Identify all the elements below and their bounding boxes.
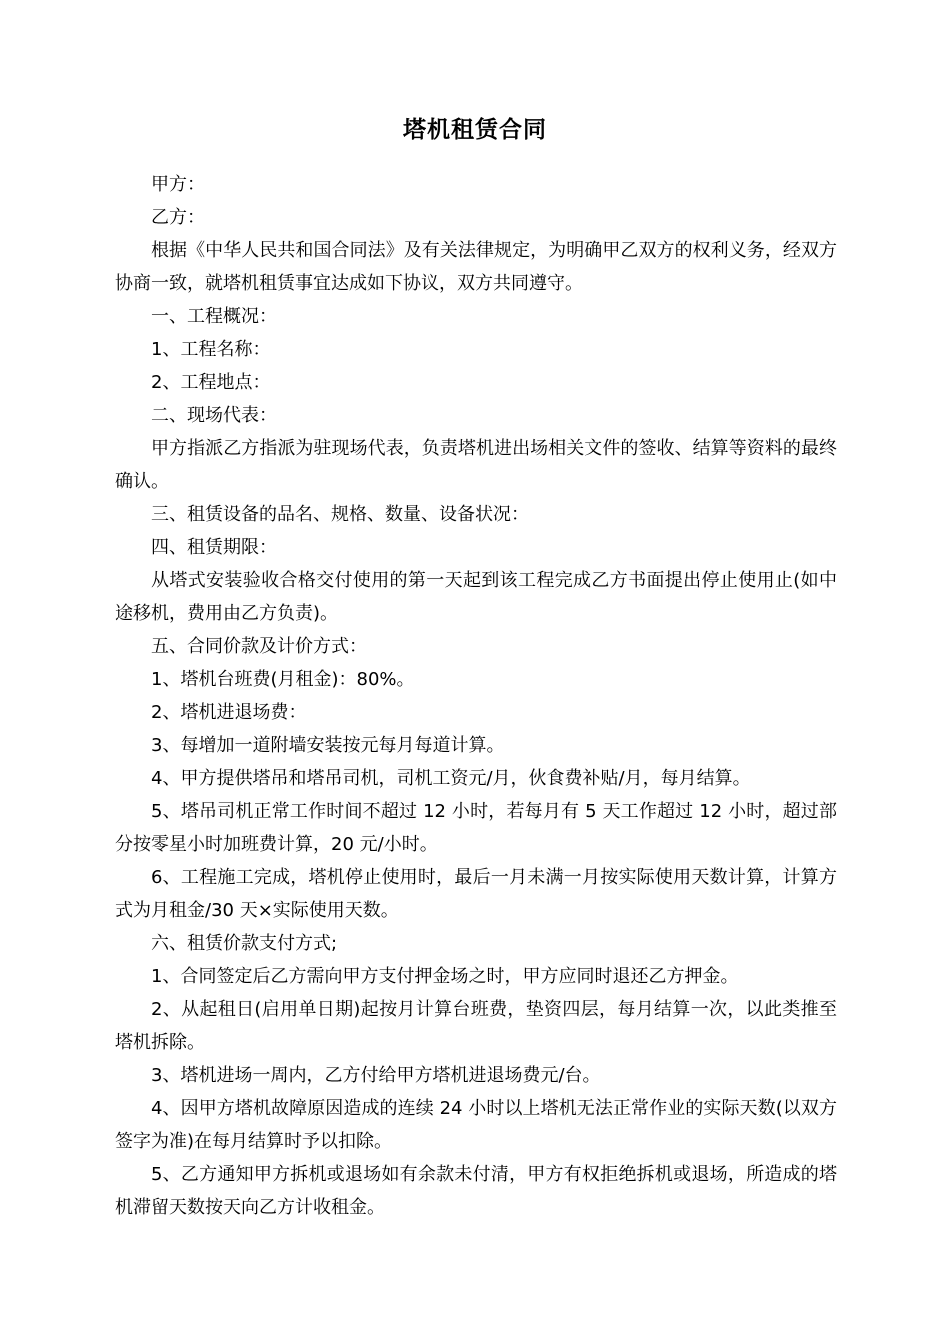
section-heading-equipment: 三、租赁设备的品名、规格、数量、设备状况： <box>151 504 529 525</box>
section-heading-lease-term: 四、租赁期限： <box>151 537 277 558</box>
paragraph-project-location: 2、工程地点： <box>151 372 271 393</box>
paragraph-pricing-4: 4、甲方提供塔吊和塔吊司机，司机工资元/月，伙食费补贴/月，每月结算。 <box>151 768 751 789</box>
paragraph-payment-4: 4、因甲方塔机故障原因造成的连续 24 小时以上塔机无法正常作业的实际天数(以双方签字为准)在每月结算时予以扣除。 <box>115 1098 837 1152</box>
section-heading-project-overview: 一、工程概况： <box>151 306 277 327</box>
paragraph-party-b: 乙方： <box>151 207 205 228</box>
section-heading-payment: 六、租赁价款支付方式; <box>151 933 338 954</box>
paragraph-party-a: 甲方： <box>151 174 205 195</box>
paragraph-pricing-1: 1、塔机台班费(月租金)：80%。 <box>151 669 415 690</box>
section-heading-site-representative: 二、现场代表： <box>151 405 277 426</box>
paragraph-payment-2: 2、从起租日(启用单日期)起按月计算台班费，垫资四层，每月结算一次，以此类推至塔机拆除。 <box>115 999 837 1053</box>
paragraph-preamble: 根据《中华人民共和国合同法》及有关法律规定，为明确甲乙双方的权利义务，经双方协商一致，就塔机租赁事宜达成如下协议，双方共同遵守。 <box>115 240 837 294</box>
paragraph-lease-term: 从塔式安装验收合格交付使用的第一天起到该工程完成乙方书面提出停止使用止(如中途移机，费用由乙方负责)。 <box>115 570 837 624</box>
document-title: 塔机租赁合同 <box>403 117 547 143</box>
paragraph-pricing-3: 3、每增加一道附墙安装按元每月每道计算。 <box>151 735 505 756</box>
paragraph-project-name: 1、工程名称： <box>151 339 271 360</box>
paragraph-site-representative: 甲方指派乙方指派为驻现场代表，负责塔机进出场相关文件的签收、结算等资料的最终确认。 <box>115 438 837 492</box>
section-heading-pricing: 五、合同价款及计价方式： <box>151 636 367 657</box>
paragraph-payment-5: 5、乙方通知甲方拆机或退场如有余款未付清，甲方有权拒绝拆机或退场，所造成的塔机滞留天数按天向乙方计收租金。 <box>115 1164 837 1218</box>
document-body <box>115 168 837 1224</box>
paragraph-payment-1: 1、合同签定后乙方需向甲方支付押金场之时，甲方应同时退还乙方押金。 <box>151 966 739 987</box>
paragraph-pricing-5: 5、塔吊司机正常工作时间不超过 12 小时，若每月有 5 天工作超过 12 小时，超过部分按零星小时加班费计算，20 元/小时。 <box>115 801 837 855</box>
paragraph-pricing-6: 6、工程施工完成，塔机停止使用时，最后一月未满一月按实际使用天数计算，计算方式为月租金/30 天×实际使用天数。 <box>115 867 837 921</box>
paragraph-pricing-2: 2、塔机进退场费： <box>151 702 307 723</box>
paragraph-payment-3: 3、塔机进场一周内，乙方付给甲方塔机进退场费元/台。 <box>151 1065 601 1086</box>
